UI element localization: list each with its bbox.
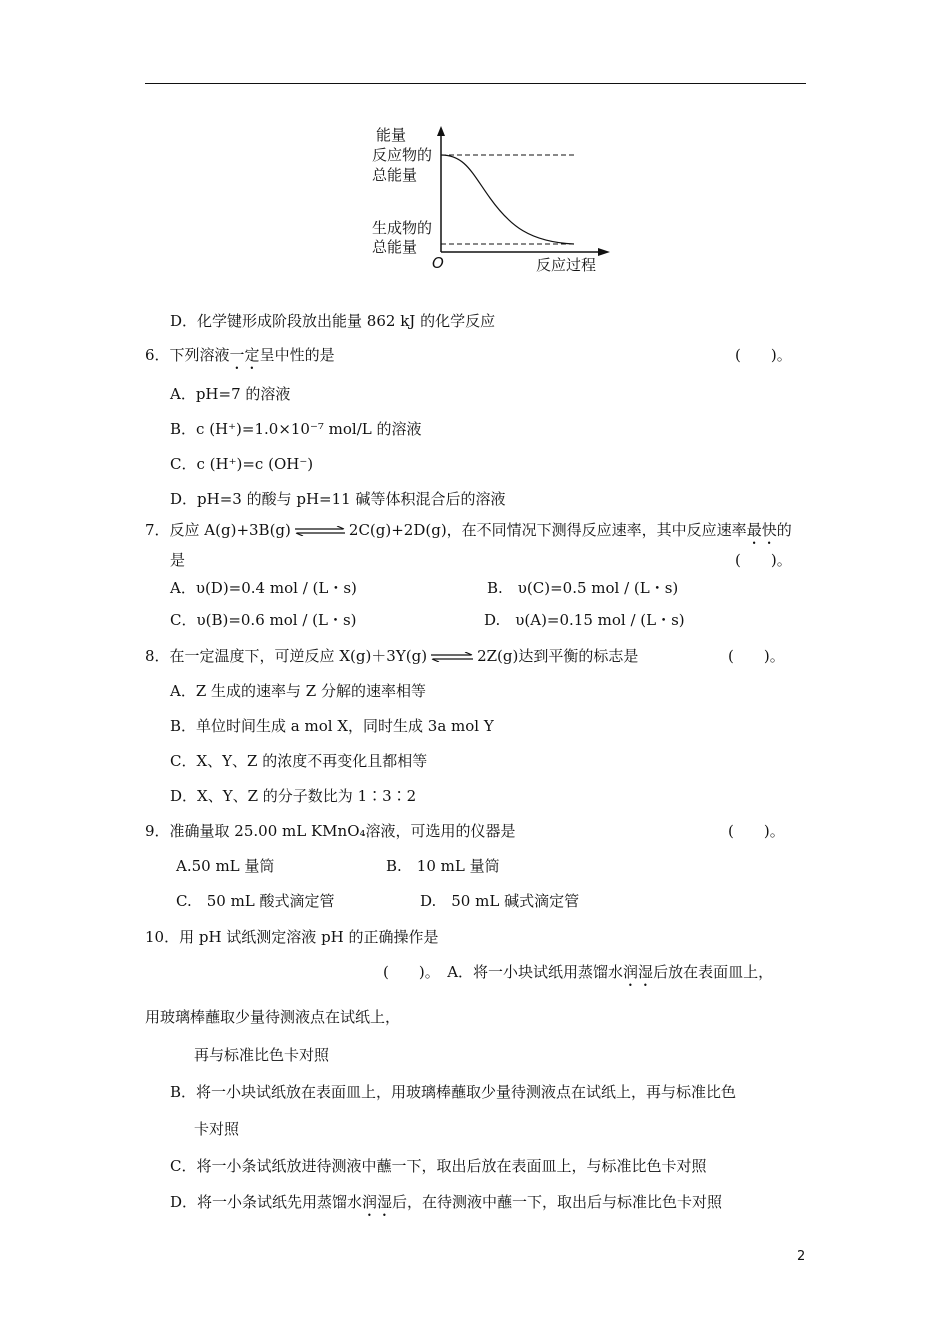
q7-stem-b: 2C(g)+2D(g)，在不同情况下测得反应速率，其中反应速率 xyxy=(348,521,747,539)
q8-option-d: D．X、Y、Z 的分子数比为 1∶3∶2 xyxy=(170,787,417,805)
q6-option-b: B．c (H⁺)=1.0×10⁻⁷ mol/L 的溶液 xyxy=(170,420,422,438)
q7-option-c: C．υ(B)=0.6 mol / (L・s) xyxy=(170,611,357,629)
q6-option-c: C．c (H⁺)=c (OH⁻) xyxy=(170,455,314,473)
q6-stem-a: 6．下列溶液 xyxy=(145,346,230,364)
q7-answer-bracket: ( )。 xyxy=(735,551,792,569)
q10-line3: 用玻璃棒蘸取少量待测液点在试纸上， xyxy=(145,1008,401,1026)
q7-stem-c: 的 xyxy=(776,521,792,539)
q8-option-c: C．X、Y、Z 的浓度不再变化且都相等 xyxy=(170,752,428,770)
q8-stem-b: 2Z(g)达到平衡的标志是 xyxy=(477,647,639,665)
header-rule xyxy=(145,83,806,84)
x-axis-label: 反应过程 xyxy=(536,256,597,274)
energy-curve xyxy=(441,155,574,244)
q6-answer-bracket: ( )。 xyxy=(735,346,792,364)
q6-option-a: A．pH=7 的溶液 xyxy=(170,385,291,403)
q10-option-d-emphasis: 润湿 xyxy=(362,1193,393,1211)
q6-stem-b: 呈中性的是 xyxy=(259,346,335,364)
q6-stem-emphasis: 一定 xyxy=(229,346,260,364)
q10-line2 xyxy=(383,962,773,990)
q9-option-c: C. 50 mL 酸式滴定管 xyxy=(176,892,335,910)
q7-stem-line2: 是 xyxy=(170,551,186,569)
q8-stem-a: 8．在一定温度下，可逆反应 X(g)＋3Y(g) xyxy=(145,647,428,665)
q9-option-d: D. 50 mL 碱式滴定管 xyxy=(420,892,580,910)
q7-option-b: B. υ(C)=0.5 mol / (L・s) xyxy=(487,579,679,597)
page-number: 2 xyxy=(797,1249,806,1264)
equilibrium-arrow-icon xyxy=(293,526,347,536)
q6-stem xyxy=(145,345,335,373)
q10-line2-b: 后放在表面皿上， xyxy=(653,963,774,981)
q7-stem xyxy=(145,520,792,548)
product-label-2: 总能量 xyxy=(372,238,418,256)
q6-option-d: D．pH=3 的酸与 pH=11 碱等体积混合后的溶液 xyxy=(170,490,506,508)
q8-answer-bracket: ( )。 xyxy=(728,647,785,665)
q9-option-a: A.50 mL 量筒 xyxy=(176,857,275,875)
origin-label: O xyxy=(432,254,444,272)
q10-option-b-line1: B．将一小块试纸放在表面皿上，用玻璃棒蘸取少量待测液点在试纸上，再与标准比色 xyxy=(170,1083,737,1101)
q7-stem-emphasis: 最快 xyxy=(746,521,777,539)
q10-option-d-a: D．将一小条试纸先用蒸馏水 xyxy=(170,1193,363,1211)
q10-line4: 再与标准比色卡对照 xyxy=(194,1046,330,1064)
q7-option-a: A．υ(D)=0.4 mol / (L・s) xyxy=(170,579,357,597)
q7-option-d: D. υ(A)=0.15 mol / (L・s) xyxy=(484,611,685,629)
q5-option-d: D．化学键形成阶段放出能量 862 kJ 的化学反应 xyxy=(170,312,496,330)
reactant-label-1: 反应物的 xyxy=(372,146,433,164)
product-label-1: 生成物的 xyxy=(372,219,433,237)
q10-option-d-b: 后，在待测液中蘸一下，取出后与标准比色卡对照 xyxy=(392,1193,723,1211)
q10-line2-emphasis: 润湿 xyxy=(623,963,654,981)
q9-option-b: B. 10 mL 量筒 xyxy=(386,857,500,875)
q10-line2-a: ( )。 A．将一小块试纸用蒸馏水 xyxy=(383,963,624,981)
q7-stem-a: 7．反应 A(g)+3B(g) xyxy=(145,521,291,539)
q8-option-a: A．Z 生成的速率与 Z 分解的速率相等 xyxy=(170,682,426,700)
q10-stem: 10．用 pH 试纸测定溶液 pH 的正确操作是 xyxy=(145,928,439,946)
q8-option-b: B．单位时间生成 a mol X，同时生成 3a mol Y xyxy=(170,717,494,735)
equilibrium-arrow-icon xyxy=(429,652,475,662)
y-axis-label: 能量 xyxy=(376,126,407,144)
q10-option-b-line2: 卡对照 xyxy=(194,1120,240,1138)
q9-answer-bracket: ( )。 xyxy=(728,822,785,840)
reactant-label-2: 总能量 xyxy=(372,166,418,184)
y-axis-arrow-icon xyxy=(437,126,445,136)
q9-stem: 9．准确量取 25.00 mL KMnO₄溶液，可选用的仪器是 xyxy=(145,822,516,840)
q10-option-d xyxy=(170,1192,722,1220)
energy-diagram xyxy=(360,118,620,278)
q8-stem xyxy=(145,646,638,666)
x-axis-arrow-icon xyxy=(598,248,610,256)
q10-option-c: C．将一小条试纸放进待测液中蘸一下，取出后放在表面皿上，与标准比色卡对照 xyxy=(170,1157,707,1175)
